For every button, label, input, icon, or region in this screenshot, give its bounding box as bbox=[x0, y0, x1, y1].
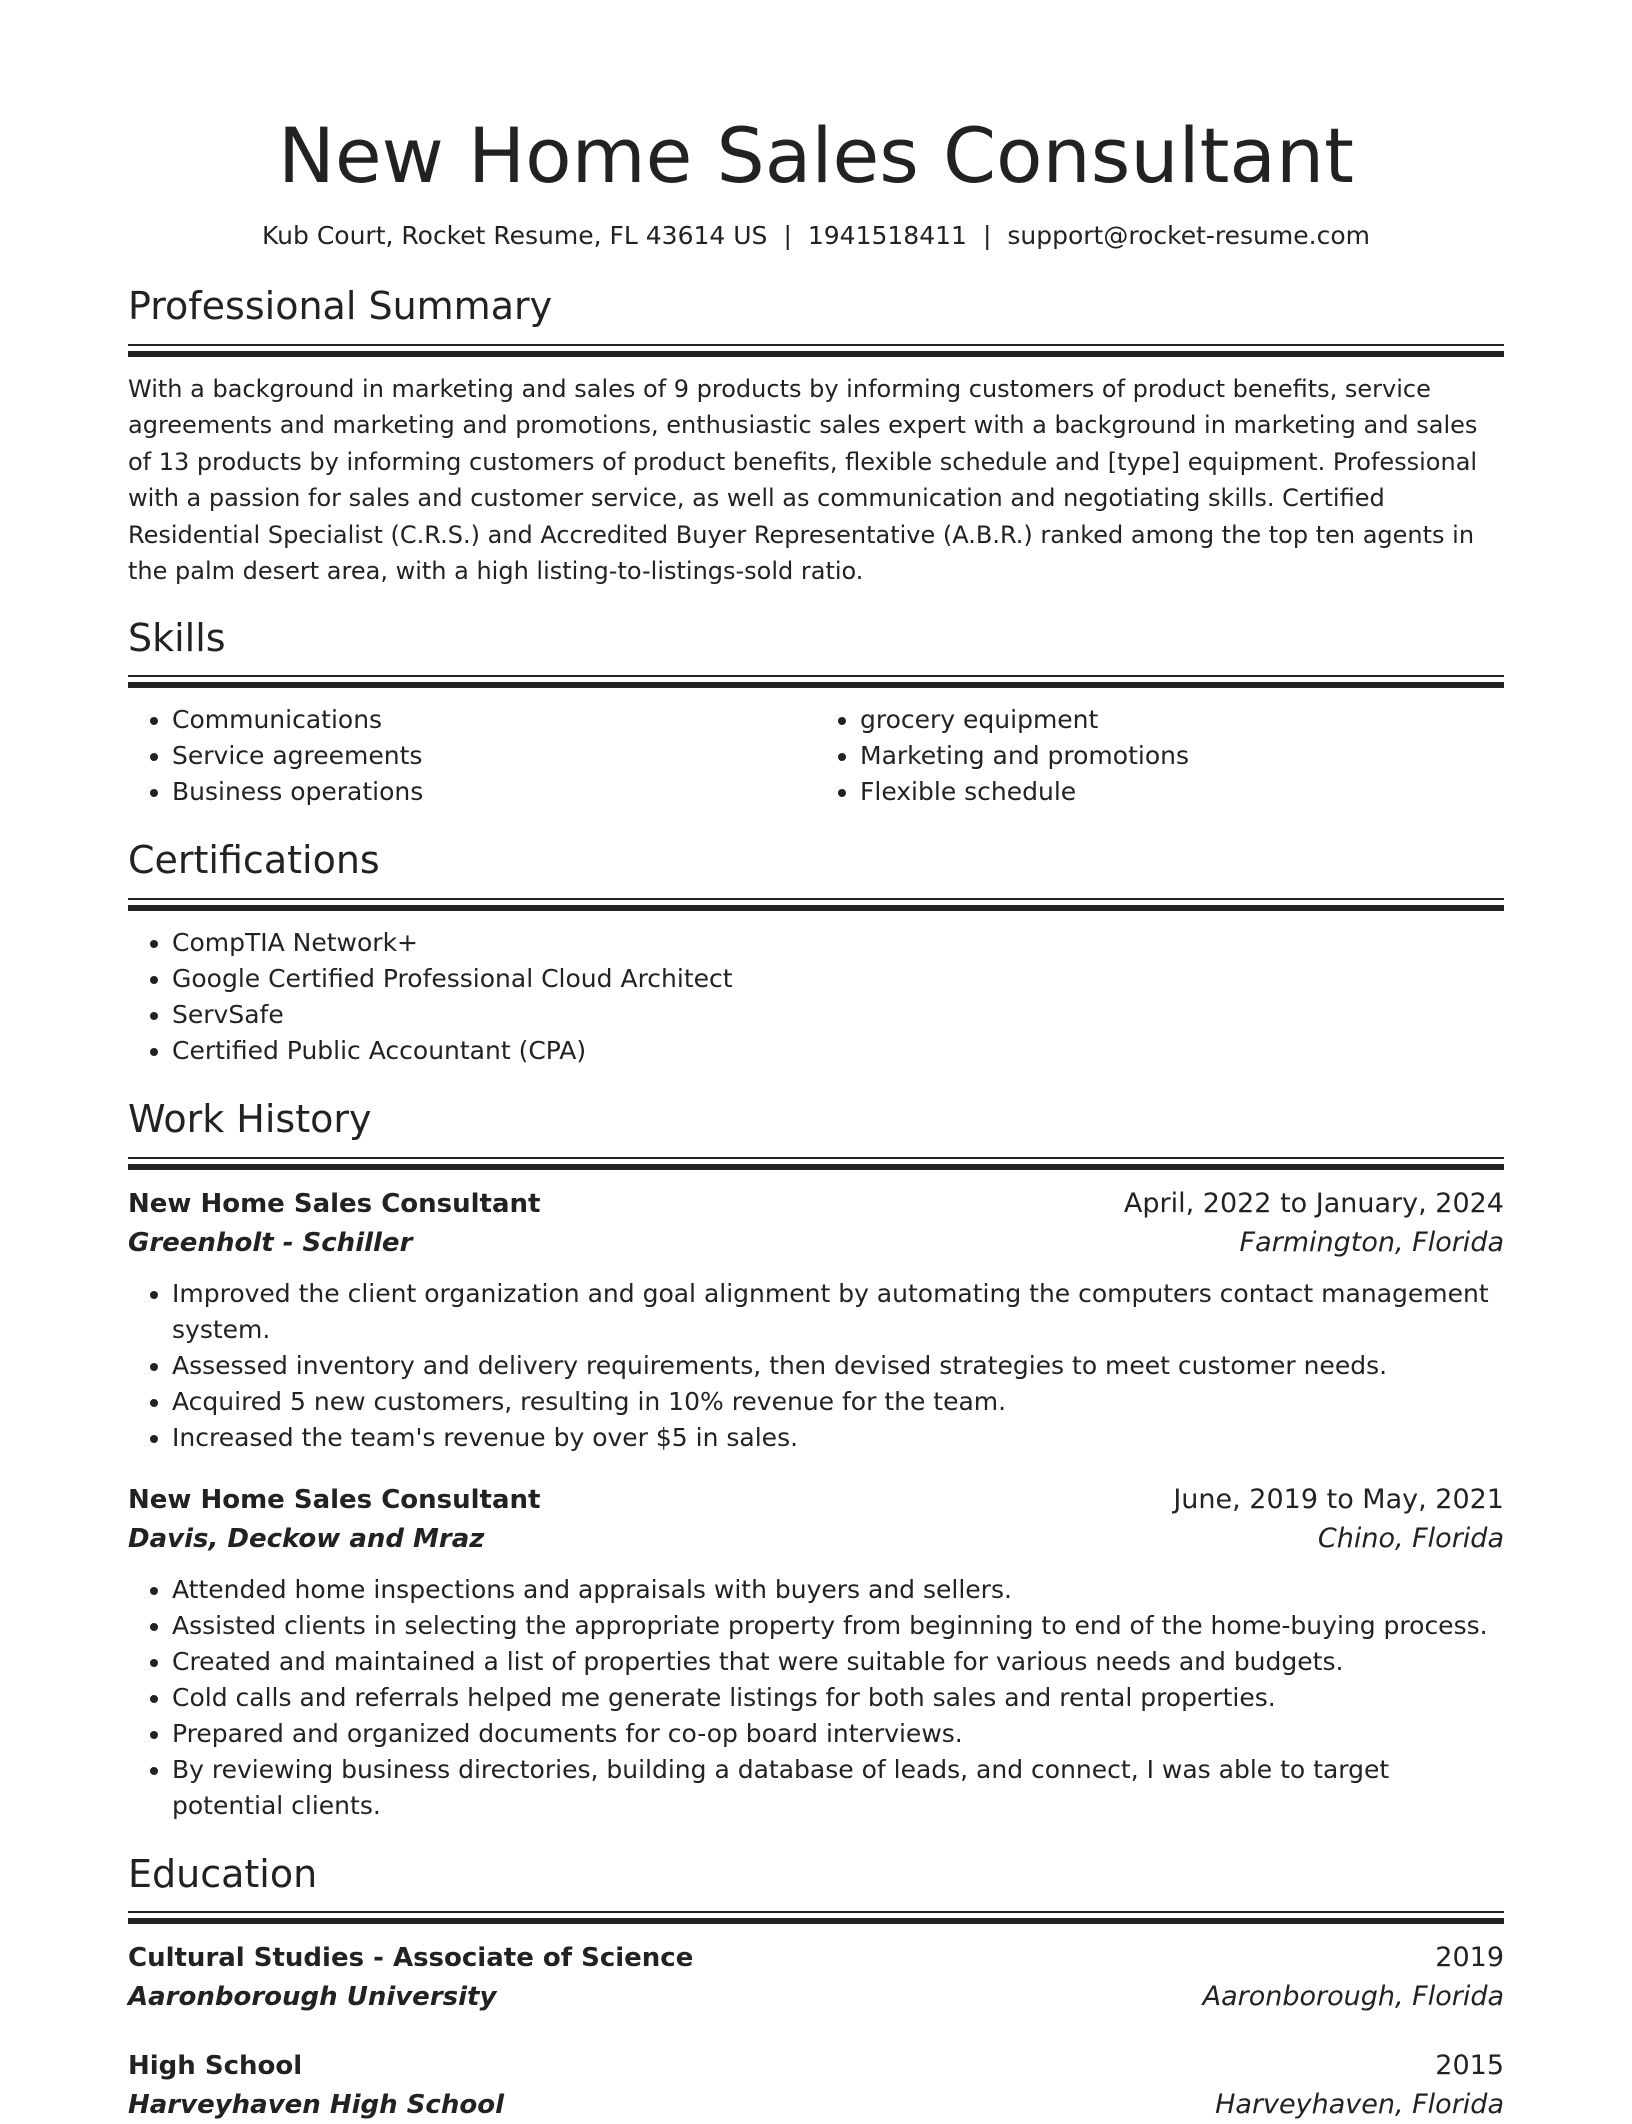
section-divider bbox=[128, 898, 1504, 911]
job-duty: • Increased the team's revenue by over $5 in sales. bbox=[172, 1420, 1504, 1456]
skill-item: • Communications bbox=[172, 702, 816, 738]
work-history-section bbox=[128, 1097, 1504, 1824]
contact-phone: 1941518411 bbox=[807, 221, 967, 251]
summary-section bbox=[128, 284, 1504, 590]
contact-email: support@rocket-resume.com bbox=[1007, 221, 1370, 251]
education-section bbox=[128, 1852, 1504, 2124]
section-divider bbox=[128, 675, 1504, 688]
job-dates: June, 2019 to May, 2021 bbox=[1173, 1483, 1504, 1515]
skill-item: • Flexible schedule bbox=[860, 774, 1504, 810]
job-title: New Home Sales Consultant bbox=[128, 1484, 541, 1515]
summary-heading: Professional Summary bbox=[128, 284, 553, 329]
job-duty: • Assessed inventory and delivery requirements, then devised strategies to meet customer needs. bbox=[172, 1348, 1504, 1384]
skill-item: • Marketing and promotions bbox=[860, 738, 1504, 774]
education-year: 2019 bbox=[1435, 1942, 1504, 1974]
job-title: New Home Sales Consultant bbox=[128, 1188, 541, 1219]
section-divider bbox=[128, 344, 1504, 357]
education-entry bbox=[128, 1938, 1504, 2016]
certifications-section bbox=[128, 838, 1504, 1069]
job-company: Davis, Deckow and Mraz bbox=[128, 1523, 485, 1554]
skill-item: • Service agreements bbox=[172, 738, 816, 774]
section-divider bbox=[128, 1911, 1504, 1924]
education-school: Aaronborough University bbox=[128, 1982, 497, 2013]
job-entry bbox=[128, 1480, 1504, 1824]
job-entry bbox=[128, 1184, 1504, 1456]
contact-separator: | bbox=[783, 221, 792, 251]
certifications-heading: Certifications bbox=[128, 838, 380, 883]
job-duties bbox=[128, 1572, 1504, 1824]
job-location: Chino, Florida bbox=[1317, 1522, 1504, 1554]
job-duty: • Improved the client organization and goal alignment by automating the computers contact management system. bbox=[172, 1276, 1504, 1348]
job-duty: • By reviewing business directories, building a database of leads, and connect, I was able to target potential clients. bbox=[172, 1752, 1504, 1824]
skills-section bbox=[128, 616, 1504, 811]
certifications-list bbox=[128, 925, 1504, 1069]
job-duty: • Cold calls and referrals helped me generate listings for both sales and rental properties. bbox=[172, 1680, 1504, 1716]
job-duty: • Created and maintained a list of properties that were suitable for various needs and budgets. bbox=[172, 1644, 1504, 1680]
skills-heading: Skills bbox=[128, 615, 226, 660]
education-school: Harveyhaven High School bbox=[128, 2090, 504, 2121]
job-duty: • Attended home inspections and appraisals with buyers and sellers. bbox=[172, 1572, 1504, 1608]
certification-item: • Google Certified Professional Cloud Architect bbox=[172, 961, 1504, 997]
skills-list-left bbox=[128, 702, 816, 810]
education-degree: Cultural Studies - Associate of Science bbox=[128, 1943, 694, 1974]
job-duty: • Acquired 5 new customers, resulting in 10% revenue for the team. bbox=[172, 1384, 1504, 1420]
job-duty: • Assisted clients in selecting the appropriate property from beginning to end of the home-buying process. bbox=[172, 1608, 1504, 1644]
job-location: Farmington, Florida bbox=[1239, 1226, 1504, 1258]
contact-address: Kub Court, Rocket Resume, FL 43614 US bbox=[262, 221, 768, 251]
job-duty: • Prepared and organized documents for co-op board interviews. bbox=[172, 1716, 1504, 1752]
certification-item: • Certified Public Accountant (CPA) bbox=[172, 1033, 1504, 1069]
contact-line bbox=[128, 221, 1504, 250]
summary-text: With a background in marketing and sales of 9 products by informing customers of product benefits, service agreements and marketing and promotions, enthusiastic sales expert with a background in marketing and sales of 13 products by informing customers of product benefits, flexible schedule and [type] equipment. Professional with a passion for sales and customer service, as well as communication and negotiating skills. Certified Residential Specialist (C.R.S.) and Accredited Buyer Representative (A.B.R.) ranked among the top ten agents in the palm desert area, with a high listing-to-listings-sold ratio. bbox=[128, 374, 1478, 586]
job-company: Greenholt - Schiller bbox=[128, 1227, 413, 1258]
education-entry bbox=[128, 2046, 1504, 2124]
skill-item: • grocery equipment bbox=[860, 702, 1504, 738]
candidate-name: New Home Sales Consultant bbox=[278, 111, 1354, 200]
certification-item: • ServSafe bbox=[172, 997, 1504, 1033]
work-history-heading: Work History bbox=[128, 1096, 372, 1141]
education-degree: High School bbox=[128, 2051, 303, 2082]
skills-columns bbox=[128, 688, 1504, 810]
certification-item: • CompTIA Network+ bbox=[172, 925, 1504, 961]
skills-list-right bbox=[816, 702, 1504, 810]
education-location: Aaronborough, Florida bbox=[1202, 1981, 1504, 2013]
contact-separator: | bbox=[982, 221, 992, 251]
education-location: Harveyhaven, Florida bbox=[1215, 2089, 1504, 2121]
education-heading: Education bbox=[128, 1851, 318, 1896]
job-dates: April, 2022 to January, 2024 bbox=[1123, 1187, 1504, 1219]
job-duties bbox=[128, 1276, 1504, 1456]
section-divider bbox=[128, 1157, 1504, 1170]
skill-item: • Business operations bbox=[172, 774, 816, 810]
education-year: 2015 bbox=[1435, 2050, 1504, 2082]
